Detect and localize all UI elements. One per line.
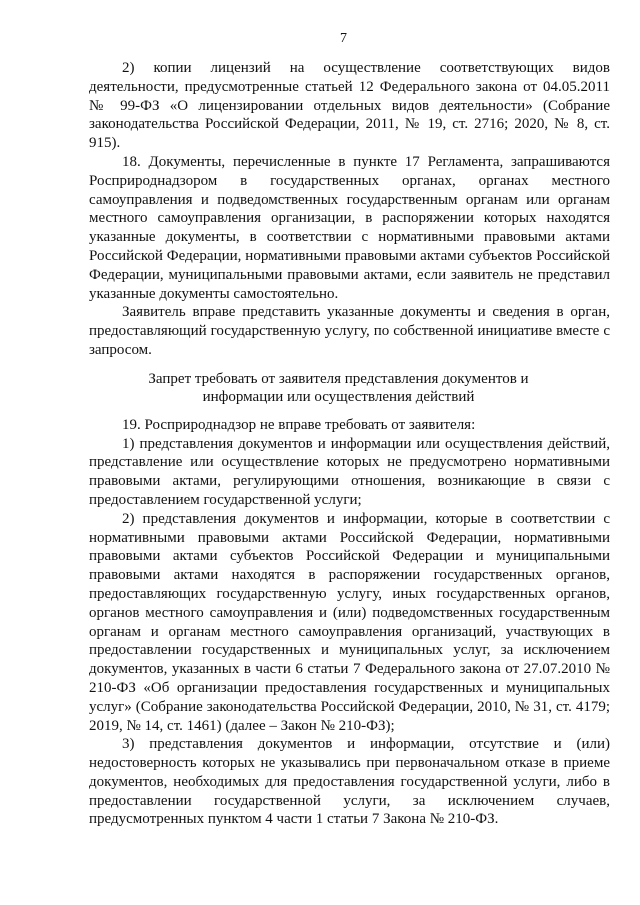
paragraph-subitem-2: 2) представления документов и информации, которые в соответствии с нормативными правовыми актами Российской Федерации, нормативными правовыми актами субъектов Российской Федерации и муниципальными правовыми актами находятся в распоряжении государственных органов, предоставляющих государственную услугу, иных государственных органов, органов местного самоуправления и (или) подведомственных государственным органам и органам местного самоуправления организаций, участвующих в предоставлении государственных и муниципальных услуг, за исключением документов, указанных в части 6 статьи 7 Федерального закона от 27.07.2010 № 210-ФЗ «Об организации предоставления государственных и муниципальных услуг» (Собрание законодательства Российской Федерации, 2010, № 31, ст. 4179; 2019, № 14, ст. 1461) (далее – Закон № 210-ФЗ);: [89, 510, 610, 734]
section-heading: [89, 370, 610, 406]
paragraph-item-18: 18. Документы, перечисленные в пункте 17 Регламента, запрашиваются Росприроднадзором в государственных органах, органах местного самоуправления и подведомственных государственным органам или органам местного самоуправления организации, в распоряжении которых находятся указанные документы, в соответствии с нормативными правовыми актами Российской Федерации, нормативными правовыми актами субъектов Российской Федерации, муниципальными правовыми актами, если заявитель не представил указанные документы самостоятельно.: [89, 153, 610, 302]
section-heading-line-2: информации или осуществления действий: [202, 388, 475, 405]
section-heading-line-1: Запрет требовать от заявителя представления документов и: [148, 370, 529, 387]
page-number: 7: [340, 31, 347, 46]
paragraph-applicant-right: Заявитель вправе представить указанные документы и сведения в орган, предоставляющий государственную услугу, по собственной инициативе вместе с запросом.: [89, 304, 610, 358]
paragraph-licenses: 2) копии лицензий на осуществление соответствующих видов деятельности, предусмотренные статьей 12 Федерального закона от 04.05.2011 № 99-ФЗ «О лицензировании отдельных видов деятельности» (Собрание законодательства Российской Федерации, 2011, № 19, ст. 2716; 2020, № 8, ст. 915).: [89, 60, 610, 152]
paragraph-subitem-1: 1) представления документов и информации или осуществления действий, представление или осуществление которых не предусмотрено нормативными правовыми актами, регулирующими отношения, возникающие в связи с предоставлением государственной услуги;: [89, 435, 610, 508]
paragraph-item-19: 19. Росприроднадзор не вправе требовать от заявителя:: [122, 416, 476, 433]
paragraph-subitem-3: 3) представления документов и информации, отсутствие и (или) недостоверность которых не указывались при первоначальном отказе в приеме документов, необходимых для предоставления государственной услуги, либо в предоставлении государственной услуги, за исключением случаев, предусмотренных пунктом 4 части 1 статьи 7 Закона № 210-ФЗ.: [89, 736, 610, 828]
